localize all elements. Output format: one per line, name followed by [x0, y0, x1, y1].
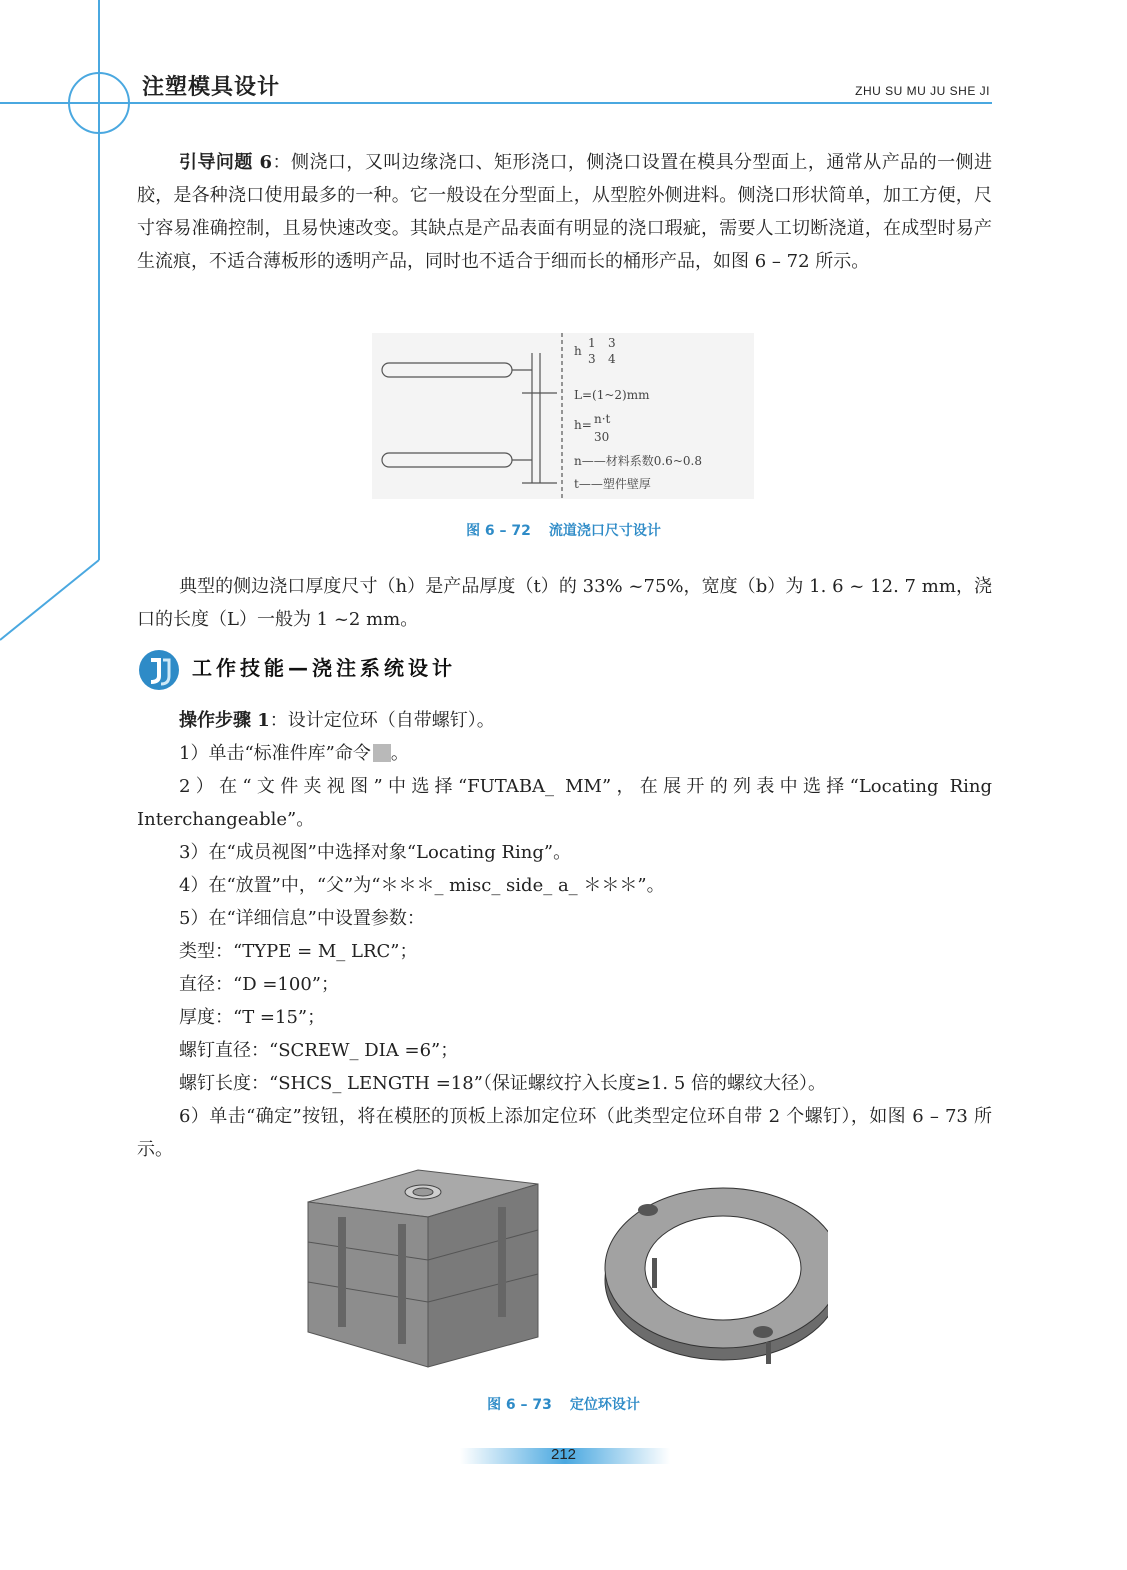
step-label: 操作步骤 1 — [179, 710, 270, 731]
book-title-pinyin: ZHU SU MU JU SHE JI — [855, 84, 990, 98]
step-2: 2）在“文件夹视图”中选择“FUTABA_ MM”，在展开的列表中选择“Locating Ring Interchangeable”。 — [137, 776, 992, 830]
step-heading — [179, 704, 992, 737]
figure-title: 流道浇口尺寸设计 — [548, 523, 661, 539]
mold-base — [308, 1170, 538, 1367]
intro-paragraph — [137, 146, 992, 278]
drawing-annotation: L=(1~2)mm — [574, 388, 650, 402]
param-screw-diameter: 螺钉直径：“SCREW_ DIA =6”； — [179, 1040, 459, 1061]
question-text: ：侧浇口，又叫边缘浇口、矩形浇口，侧浇口设置在模具分型面上，通常从产品的一侧进胶，是各种浇口使用最多的一种。它一般设在分型面上，从型腔外侧进料。侧浇口形状简单，加工方便，尺寸容易准确控制，且易快速改变。其缺点是产品表面有明显的浇口瑕疵，需要人工切断浇道，在成型时易产生流痕，不适合薄板形的透明产品，同时也不适合于细而长的桶形产品，如图 6 – 72 所示。 — [137, 152, 992, 272]
step-6: 6）单击“确定”按钮，将在模胚的顶板上添加定位环（此类型定位环自带 2 个螺钉），如图 6 – 73 所示。 — [137, 1106, 992, 1160]
param-type: 类型：“TYPE = M_ LRC”； — [179, 941, 418, 962]
drawing-annotation: 30 — [594, 430, 610, 444]
section-title: 工作技能—浇注系统设计 — [192, 656, 456, 680]
drawing-annotation: 3 — [588, 352, 596, 366]
step-3: 3）在“成员视图”中选择对象“Locating Ring”。 — [179, 842, 572, 863]
drawing-annotation: h — [574, 344, 582, 358]
page-number: 212 — [550, 1446, 577, 1463]
param-thickness: 厚度：“T =15”； — [179, 1007, 326, 1028]
question-label: 引导问题 6 — [179, 152, 273, 173]
drawing-annotation: t——塑件壁厚 — [574, 477, 651, 491]
standard-library-icon — [373, 744, 391, 762]
step-4: 4）在“放置”中，“父”为“＊＊＊_ misc_ side_ a_ ＊＊＊”。 — [179, 875, 665, 896]
section-logo-icon — [137, 648, 181, 692]
typical-dimensions-paragraph: 典型的侧边浇口厚度尺寸（h）是产品厚度（t）的 33% ~75%，宽度（b）为 1. 6 ~ 12. 7 mm，浇口的长度（L）一般为 1 ~2 mm。 — [137, 576, 992, 630]
drawing-annotation: n·t — [594, 412, 611, 426]
figure-caption-6-73 — [0, 1394, 1127, 1414]
step-1-text: 1）单击“标准件库”命令 — [179, 743, 371, 764]
param-screw-length: 螺钉长度：“SHCS_ LENGTH =18”（保证螺纹拧入长度≥1. 5 倍的螺纹大径）。 — [179, 1073, 827, 1094]
book-title: 注塑模具设计 — [142, 75, 281, 100]
mold-base-render — [298, 1162, 828, 1374]
figure-label: 图 6 – 72 — [466, 523, 531, 539]
figure-caption-6-72 — [0, 520, 1127, 540]
drawing-annotation: 4 — [608, 352, 616, 366]
param-diameter: 直径：“D =100”； — [179, 974, 339, 995]
step-1 — [179, 737, 992, 770]
step-5: 5）在“详细信息”中设置参数： — [179, 908, 425, 929]
gate-dimension-drawing — [372, 333, 754, 499]
drawing-annotation: h= — [574, 418, 592, 432]
drawing-annotation: n——材料系数0.6~0.8 — [574, 454, 702, 468]
figure-title: 定位环设计 — [569, 1397, 640, 1413]
drawing-annotation: 3 — [608, 336, 616, 350]
step-1-end: 。 — [390, 743, 409, 764]
drawing-annotation: 1 — [588, 336, 596, 350]
figure-label: 图 6 – 73 — [487, 1397, 552, 1413]
step-heading-text: ：设计定位环（自带螺钉）。 — [269, 710, 495, 731]
